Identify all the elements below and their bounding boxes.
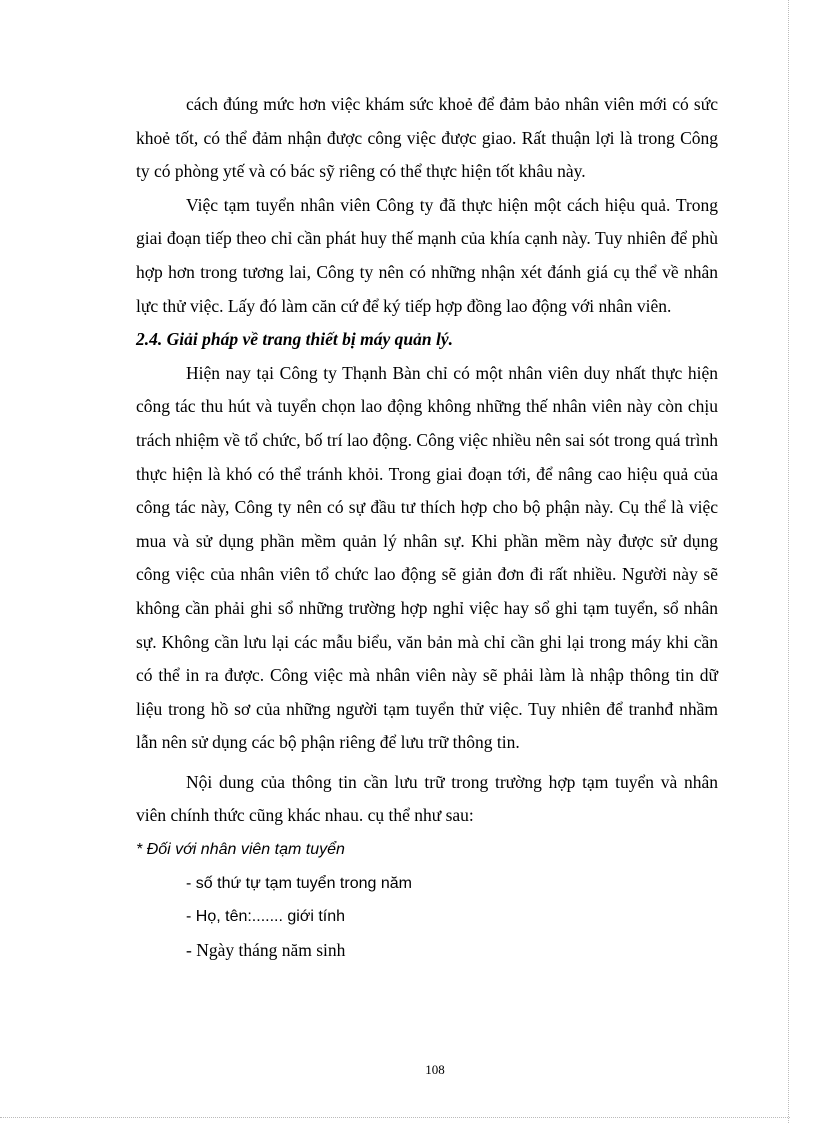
section-heading: 2.4. Giải pháp về trang thiết bị máy quản lý. bbox=[136, 329, 453, 350]
list-item-3: - Ngày tháng năm sinh bbox=[186, 939, 346, 960]
paragraph-2: Việc tạm tuyển nhân viên Công ty đã thực hiện một cách hiệu quả. Trong giai đoạn tiếp theo chỉ cần phát huy thế mạnh của khía cạnh này. Tuy nhiên để phù hợp hơn trong tương lai, Công ty nên có những nhận xét đánh giá cụ thể về nhân lực thử việc. Lấy đó làm căn cứ để ký tiếp hợp đồng lao động với nhân viên. bbox=[136, 194, 718, 316]
page-border-bottom bbox=[0, 1117, 790, 1118]
paragraph-4: Nội dung của thông tin cần lưu trữ trong trường hợp tạm tuyển và nhân viên chính thức cũng khác nhau. cụ thể như sau: bbox=[136, 771, 718, 826]
list-item-2: - Họ, tên:....... giới tính bbox=[186, 908, 345, 926]
subheading: * Đối với nhân viên tạm tuyển bbox=[136, 841, 345, 859]
page-border-right bbox=[788, 0, 789, 1123]
document-body bbox=[136, 88, 718, 967]
page-number: 108 bbox=[425, 1062, 445, 1077]
list-item-1: - số thứ tự tạm tuyển trong năm bbox=[186, 874, 412, 892]
paragraph-1-continuation: cách đúng mức hơn việc khám sức khoẻ để đảm bảo nhân viên mới có sức khoẻ tốt, có thể đảm nhận được công việc được giao. Rất thuận lợi là trong Công ty có phòng ytế và có bác sỹ riêng có thể thực hiện tốt khâu này. bbox=[136, 94, 718, 182]
paragraph-3: Hiện nay tại Công ty Thạnh Bàn chỉ có một nhân viên duy nhất thực hiện công tác thu hút và tuyển chọn lao động không những thế nhân viên này còn chịu trách nhiệm về tổ chức, bố trí lao động. Công việc nhiều nên sai sót trong quá trình thực hiện là khó có thể tránh khỏi. Trong giai đoạn tới, để nâng cao hiệu quả của công tác này, Công ty nên có sự đầu tư thích hợp cho bộ phận này. Cụ thể là việc mua và sử dụng phần mềm quản lý nhân sự. Khi phần mềm này được sử dụng công việc của nhân viên tổ chức lao động sẽ giản đơn đi rất nhiều. Người này sẽ không cần phải ghi sổ những trường hợp nghỉ việc hay sổ ghi tạm tuyển, sổ nhân sự. Không cần lưu lại các mẫu biểu, văn bản mà chỉ cần ghi lại trong máy khi cần có thể in ra được. Công việc mà nhân viên này sẽ phải làm là nhập thông tin dữ liệu trong hồ sơ của những người tạm tuyển thử việc. Tuy nhiên để tranhđ nhầm lẫn nên sử dụng các bộ phận riêng để lưu trữ thông tin. bbox=[136, 362, 718, 753]
